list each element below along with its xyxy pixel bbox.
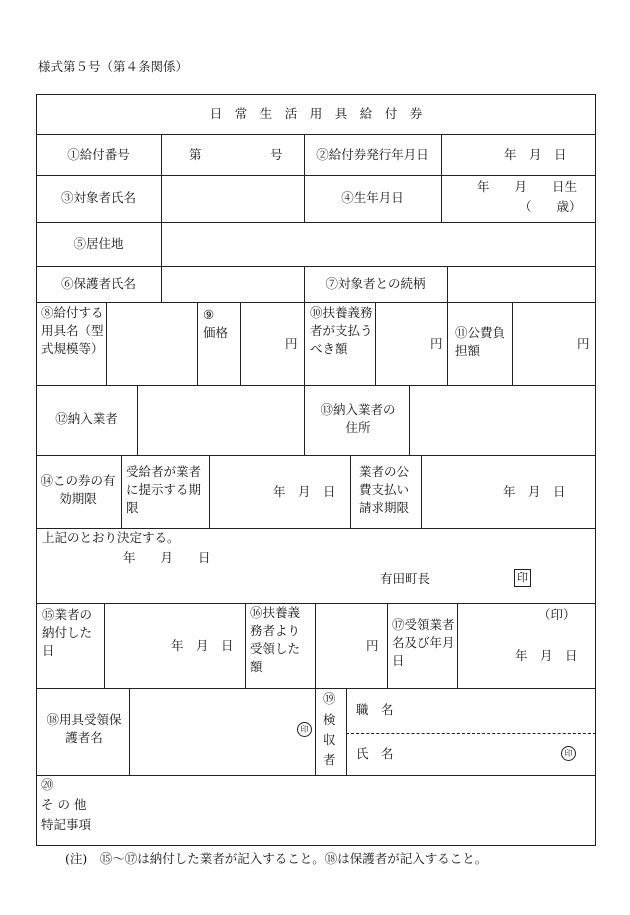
col-divider <box>245 603 246 688</box>
label-vendor: ⑫納入業者 <box>55 411 118 426</box>
mayor-title: 有田町長 <box>380 571 431 586</box>
label-receipt-vendor: ⑰受領業者名及び年月日 <box>392 617 455 668</box>
label-subject-name: ③対象者氏名 <box>60 190 136 205</box>
label-inspector-number: ⑲ <box>323 691 336 706</box>
row-divider <box>36 175 596 176</box>
col-divider <box>512 302 513 385</box>
form-title: 日 常 生 活 用 具 給 付 券 <box>209 106 423 121</box>
label-birth-date: ④生年月日 <box>341 190 404 205</box>
birth-date-field[interactable]: 年 月 日生 <box>477 179 578 194</box>
support-unit[interactable]: 円 <box>430 336 443 351</box>
label-received-amount: ⑯扶養義務者より受領した額 <box>250 605 301 674</box>
label-price-number: ⑨ <box>203 307 215 322</box>
decision-date[interactable]: 年 月 日 <box>123 550 211 565</box>
label-present-deadline: 受給者が業者に提示する期限 <box>126 464 202 515</box>
label-residence: ⑤居住地 <box>73 236 124 251</box>
label-price: 価格 <box>203 325 229 340</box>
row-divider <box>36 266 596 267</box>
label-item-name: ⑧給付する用具名（型式規模等） <box>41 305 104 356</box>
inspector-seal: 印 <box>561 746 576 761</box>
mayor-seal-box: 印 <box>514 569 531 587</box>
col-divider <box>304 302 305 385</box>
price-unit[interactable]: 円 <box>285 336 298 351</box>
col-divider <box>137 385 138 455</box>
label-claim-deadline: 業者の公費支払い請求期限 <box>359 464 410 515</box>
col-divider <box>441 134 442 222</box>
col-divider <box>240 302 241 385</box>
col-divider <box>197 302 198 385</box>
label-valid-period: ⑭この券の有効期限 <box>40 473 116 506</box>
col-divider <box>447 266 448 302</box>
col-divider <box>104 603 105 688</box>
label-job-title: 職 名 <box>356 702 394 717</box>
col-divider <box>129 688 130 775</box>
row-divider <box>36 134 596 135</box>
footer-note: (注) ⑮～⑰は納付した業者が記入すること。⑱は保護者が記入すること。 <box>65 851 488 866</box>
col-divider <box>447 302 448 385</box>
col-divider <box>457 603 458 688</box>
row-divider <box>36 688 596 689</box>
label-public-amount: ⑪公費負担額 <box>455 325 506 358</box>
col-divider <box>346 688 347 775</box>
present-deadline-date[interactable]: 年 月 日 <box>273 484 336 499</box>
receipt-date-field[interactable]: 年 月 日 <box>515 648 578 663</box>
row-divider <box>36 603 596 604</box>
col-divider <box>315 688 316 775</box>
public-unit[interactable]: 円 <box>577 336 590 351</box>
row-divider <box>36 222 596 223</box>
col-divider <box>209 455 210 528</box>
label-issue-date: ②給付券発行年月日 <box>316 147 429 162</box>
grant-number-suffix[interactable]: 号 <box>270 147 283 162</box>
col-divider <box>409 385 410 455</box>
row-divider <box>36 455 596 456</box>
col-divider <box>161 134 162 302</box>
row-divider <box>36 385 596 386</box>
received-unit[interactable]: 円 <box>366 638 379 653</box>
col-divider <box>387 603 388 688</box>
label-delivered-date: ⑮業者の納付した日 <box>42 607 93 658</box>
age-field[interactable]: （ 歳） <box>519 199 582 214</box>
dashed-divider <box>346 733 596 734</box>
receipt-seal: （印） <box>538 607 576 622</box>
delivered-date-field[interactable]: 年 月 日 <box>171 638 234 653</box>
col-divider <box>121 455 122 528</box>
claim-deadline-date[interactable]: 年 月 日 <box>503 484 566 499</box>
decision-text: 上記のとおり決定する。 <box>42 530 180 545</box>
label-remarks-2: 特記事項 <box>41 817 92 832</box>
guardian-seal: 印 <box>297 722 312 737</box>
label-vendor-address: ⑬納入業者の住所 <box>320 402 396 435</box>
label-inspector: 検収者 <box>323 712 336 767</box>
col-divider <box>106 302 107 385</box>
label-relation: ⑦対象者との続柄 <box>325 276 426 291</box>
col-divider <box>350 455 351 528</box>
label-remarks-1: そ の 他 <box>41 797 87 812</box>
label-receiving-guardian: ⑱用具受領保護者名 <box>46 712 122 745</box>
col-divider <box>315 603 316 688</box>
grant-number-prefix: 第 <box>189 147 202 162</box>
label-support-amount: ⑩扶養義務者が支払うべき額 <box>310 305 373 356</box>
col-divider <box>375 302 376 385</box>
issue-date-field[interactable]: 年 月 日 <box>504 147 567 162</box>
col-divider <box>421 455 422 528</box>
label-guardian-name: ⑥保護者氏名 <box>60 276 136 291</box>
label-remarks-number: ⑳ <box>41 777 54 792</box>
row-divider <box>36 775 596 776</box>
label-inspector-name: 氏 名 <box>356 746 394 761</box>
col-divider <box>304 385 305 455</box>
form-number: 様式第５号（第４条関係） <box>38 59 189 74</box>
label-grant-number: ①給付番号 <box>67 147 130 162</box>
